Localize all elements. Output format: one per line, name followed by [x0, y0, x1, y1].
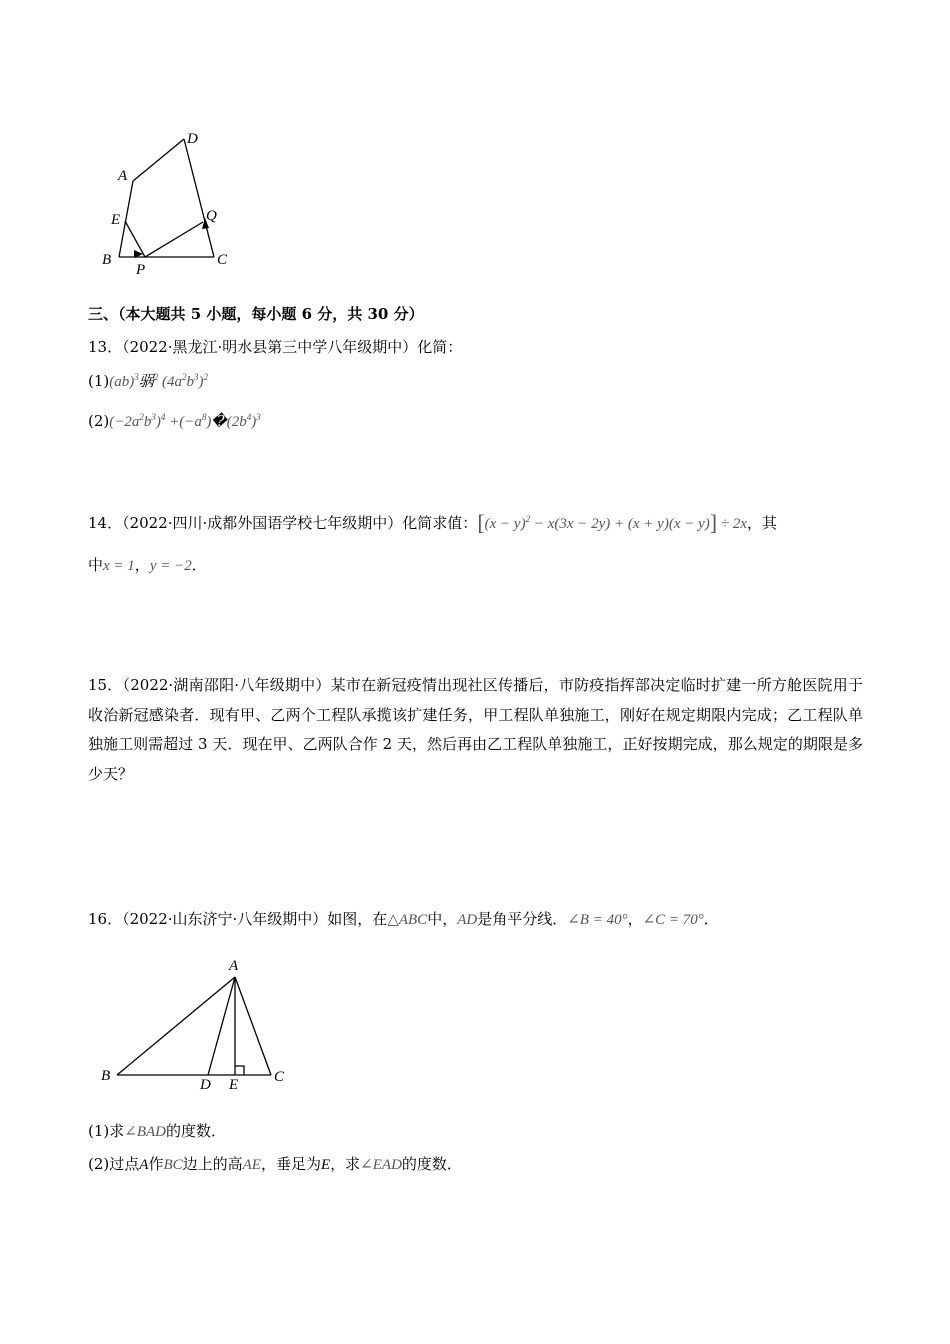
label-d: D — [187, 131, 198, 147]
q14-tail: ，其 — [746, 514, 777, 532]
q14-line1 — [88, 512, 777, 535]
q16-part1-angle: ∠BAD — [124, 1124, 166, 1140]
q13-part1 — [88, 370, 208, 393]
q13-number: 13． — [88, 338, 123, 356]
q16-number: 16． — [88, 910, 123, 928]
quadrilateral-figure — [95, 125, 245, 275]
label-a: A — [229, 958, 239, 974]
q13-part2-expression: $(-2a^2b^3)^4$ $+(-a^8)�(2b^4)^3$ — [109, 412, 261, 430]
label-b: B — [101, 1068, 111, 1084]
segment-ab — [117, 977, 235, 1075]
q14-y-value: y = −2 — [149, 558, 192, 574]
label-a: A — [118, 168, 128, 184]
q14-x-value: x = 1 — [103, 558, 135, 574]
label-q: Q — [206, 208, 217, 224]
q13-part1-expression: (ab)$^3$䯄$^2$ $(4a^2b^3)^2$ — [109, 372, 209, 390]
q15-body: （2022·湖南邵阳·八年级期中）某市在新冠疫情出现社区传播后，市防疫指挥部决定临时扩建一所方舱医院用于收治新冠感染者．现有甲、乙两个工程队承揽该扩建任务，甲工程队单独施工，刚好在规定期限内完成；乙工程队单独施工则需超过 3 天．现在甲、乙两队合作 2 天，然后再由乙工程队单独施工，正好按期完成，那么规定的期限是多少天？ — [88, 676, 863, 783]
q15-number: 15． — [88, 676, 123, 694]
segment-pq — [145, 222, 203, 257]
q16-part2-label: (2) — [88, 1155, 110, 1173]
segment-ab — [133, 139, 184, 181]
q16-source: （2022·山东济宁·八年级期中）如图，在 — [122, 910, 388, 928]
q16-part1: (1)求∠BAD的度数． — [88, 1122, 227, 1140]
segment-ad — [208, 977, 235, 1075]
q13-part1-label: (1) — [88, 372, 110, 390]
q15-text — [88, 671, 863, 789]
q16-ad: AD — [457, 912, 478, 928]
q14-expression: $[(x - y)^2 - x(3x - 2y) + (x + y)(x - y)] \div 2x$ — [477, 510, 747, 535]
segment-ac — [235, 977, 271, 1075]
q16-bc: BC — [163, 1157, 183, 1173]
q14-number: 14． — [88, 514, 123, 532]
right-angle-mark-icon — [235, 1066, 244, 1075]
q16-angle-c: ∠C = 70° — [642, 912, 704, 928]
q13-part2-label: (2) — [88, 412, 110, 430]
q16-part2-angle: ∠EAD — [360, 1157, 402, 1173]
q16-ae: AE — [242, 1157, 261, 1173]
q16-triangle: △ABC — [387, 912, 428, 928]
triangle-figure — [95, 955, 295, 1095]
q16-part2: (2)过点A作BC边上的高AE，垂足为E，求∠EAD的度数． — [88, 1155, 462, 1173]
q13-source: （2022·黑龙江·明水县第三中学八年级期中）化简： — [122, 338, 463, 356]
q16-header: 16．（2022·山东济宁·八年级期中）如图，在△ABC中，AD是角平分线．∠B = 40°，∠C = 70°． — [88, 910, 719, 928]
label-b: B — [102, 252, 112, 268]
q14-line2: 中x = 1，y = −2． — [88, 556, 207, 574]
label-c: C — [274, 1069, 285, 1085]
label-c: C — [217, 252, 228, 268]
segment-dc — [184, 139, 214, 257]
q13-part2 — [88, 410, 261, 433]
segment-ad — [119, 181, 133, 257]
label-e: E — [111, 212, 121, 228]
q16-part1-label: (1) — [88, 1122, 110, 1140]
q16-angle-b: ∠B = 40° — [567, 912, 628, 928]
section-title: 三、（本大题共 5 小题，每小题 6 分，共 30 分） — [88, 305, 424, 323]
label-d: D — [200, 1077, 211, 1093]
label-p: P — [136, 262, 146, 275]
label-e: E — [229, 1077, 239, 1093]
q13-header — [88, 336, 462, 358]
q14-source: （2022·四川·成都外国语学校七年级期中）化简求值： — [122, 514, 478, 532]
